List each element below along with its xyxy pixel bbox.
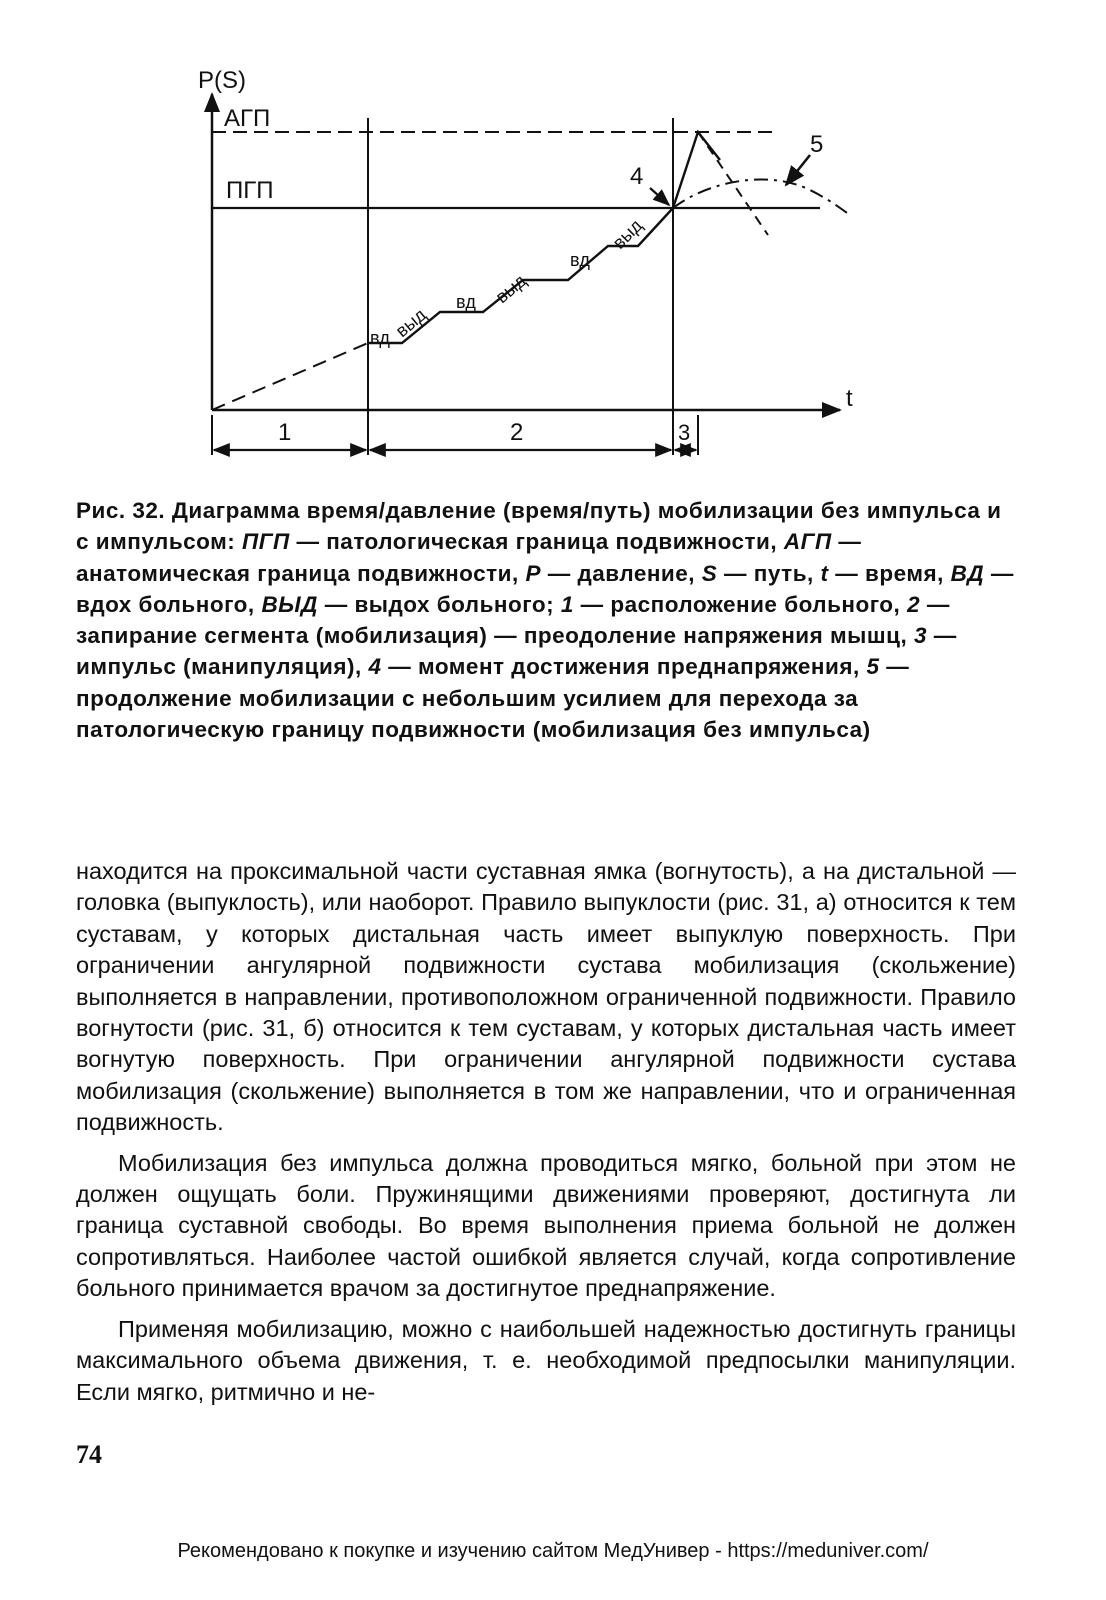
x-axis-label: t bbox=[846, 385, 853, 412]
marker-4-arrow bbox=[650, 188, 669, 205]
marker-5-arrow bbox=[786, 155, 810, 185]
exhale-label-1: выд bbox=[391, 304, 430, 342]
phase-1-label: 1 bbox=[278, 419, 292, 446]
inhale-label-3: вд bbox=[570, 250, 590, 270]
impulse-spike bbox=[673, 132, 720, 208]
marker-5-label: 5 bbox=[810, 131, 824, 158]
phase-2-label: 2 bbox=[510, 419, 524, 446]
paragraph-2: Мобилизация без импульса должна проводиться мягко, больной при этом не должен ощущать боли. Пружинящими движениями проверяют, достигнута ли граница суставной свободы. Во время выполнения приема больной не должен сопротивляться. Наиболее частой ошибкой является случай, когда сопротивление больного принимается врачом за достигнутое преднапряжение. bbox=[76, 1149, 1016, 1302]
exhale-label-3: выд bbox=[608, 215, 647, 253]
positioning-dashed-line bbox=[212, 343, 368, 410]
time-pressure-diagram bbox=[190, 60, 890, 480]
body-text bbox=[76, 856, 1016, 1408]
pgp-label: ПГП bbox=[226, 177, 274, 204]
impulse-dashed-fall bbox=[698, 132, 768, 235]
paragraph-1: находится на проксимальной части суставная ямка (вогнутость), а на дистальной — головка (выпуклость), или наоборот. Правило выпуклости (рис. 31, а) относится к тем суставам, у которых дистальная часть имеет выпуклую поверхность. При ограничении ангулярной подвижности сустава мобилизация (скольжение) выполняется в направлении, противоположном ограниченной подвижности. Правило вогнутости (рис. 31, б) относится к тем суставам, у которых дистальная часть имеет вогнутую поверхность. При ограничении ангулярной подвижности сустава мобилизация (скольжение) выполняется в том же направлении, что и ограниченная подвижность. bbox=[76, 858, 1016, 1136]
exhale-label-2: выд bbox=[491, 270, 530, 308]
continuation-curve bbox=[673, 180, 850, 215]
y-axis-label: P(S) bbox=[198, 67, 246, 94]
phase-3-label: 3 bbox=[678, 420, 691, 445]
inhale-label-2: вд bbox=[456, 292, 476, 312]
paragraph-3: Применяя мобилизацию, можно с наибольшей надежностью достигнуть границы максимального объема движения, т. е. необходимой предпосылки манипуляции. Если мягко, ритмично и не- bbox=[76, 1315, 1016, 1405]
inhale-label-1: вд bbox=[370, 328, 390, 348]
figure-caption: Рис. 32. Диаграмма время/давление (время/путь) мобилизации без импульса и с импульсом: ПГП — патологическая граница подвижности, АГП — анатомическая граница подвижности, Р — давление, S — путь, t — время, ВД — вдох больного, ВЫД — выдох больного; 1 — расположение больного, 2 — запирание сегмента (мобилизация) — преодоление напряжения мышц, 3 — импульс (манипуляция), 4 — момент достижения преднапряжения, 5 — продолжение мобилизации с небольшим усилием для перехода за патологическую границу подвижности (мобилизация без импульса) bbox=[76, 498, 1014, 743]
diagram-svg bbox=[190, 60, 890, 480]
page-number: 74 bbox=[76, 1440, 102, 1469]
agp-label: АГП bbox=[224, 105, 271, 132]
marker-4-label: 4 bbox=[630, 163, 644, 190]
footer-watermark: Рекомендовано к покупке и изучению сайтом МедУнивер - https://meduniver.com/ bbox=[177, 1540, 929, 1562]
